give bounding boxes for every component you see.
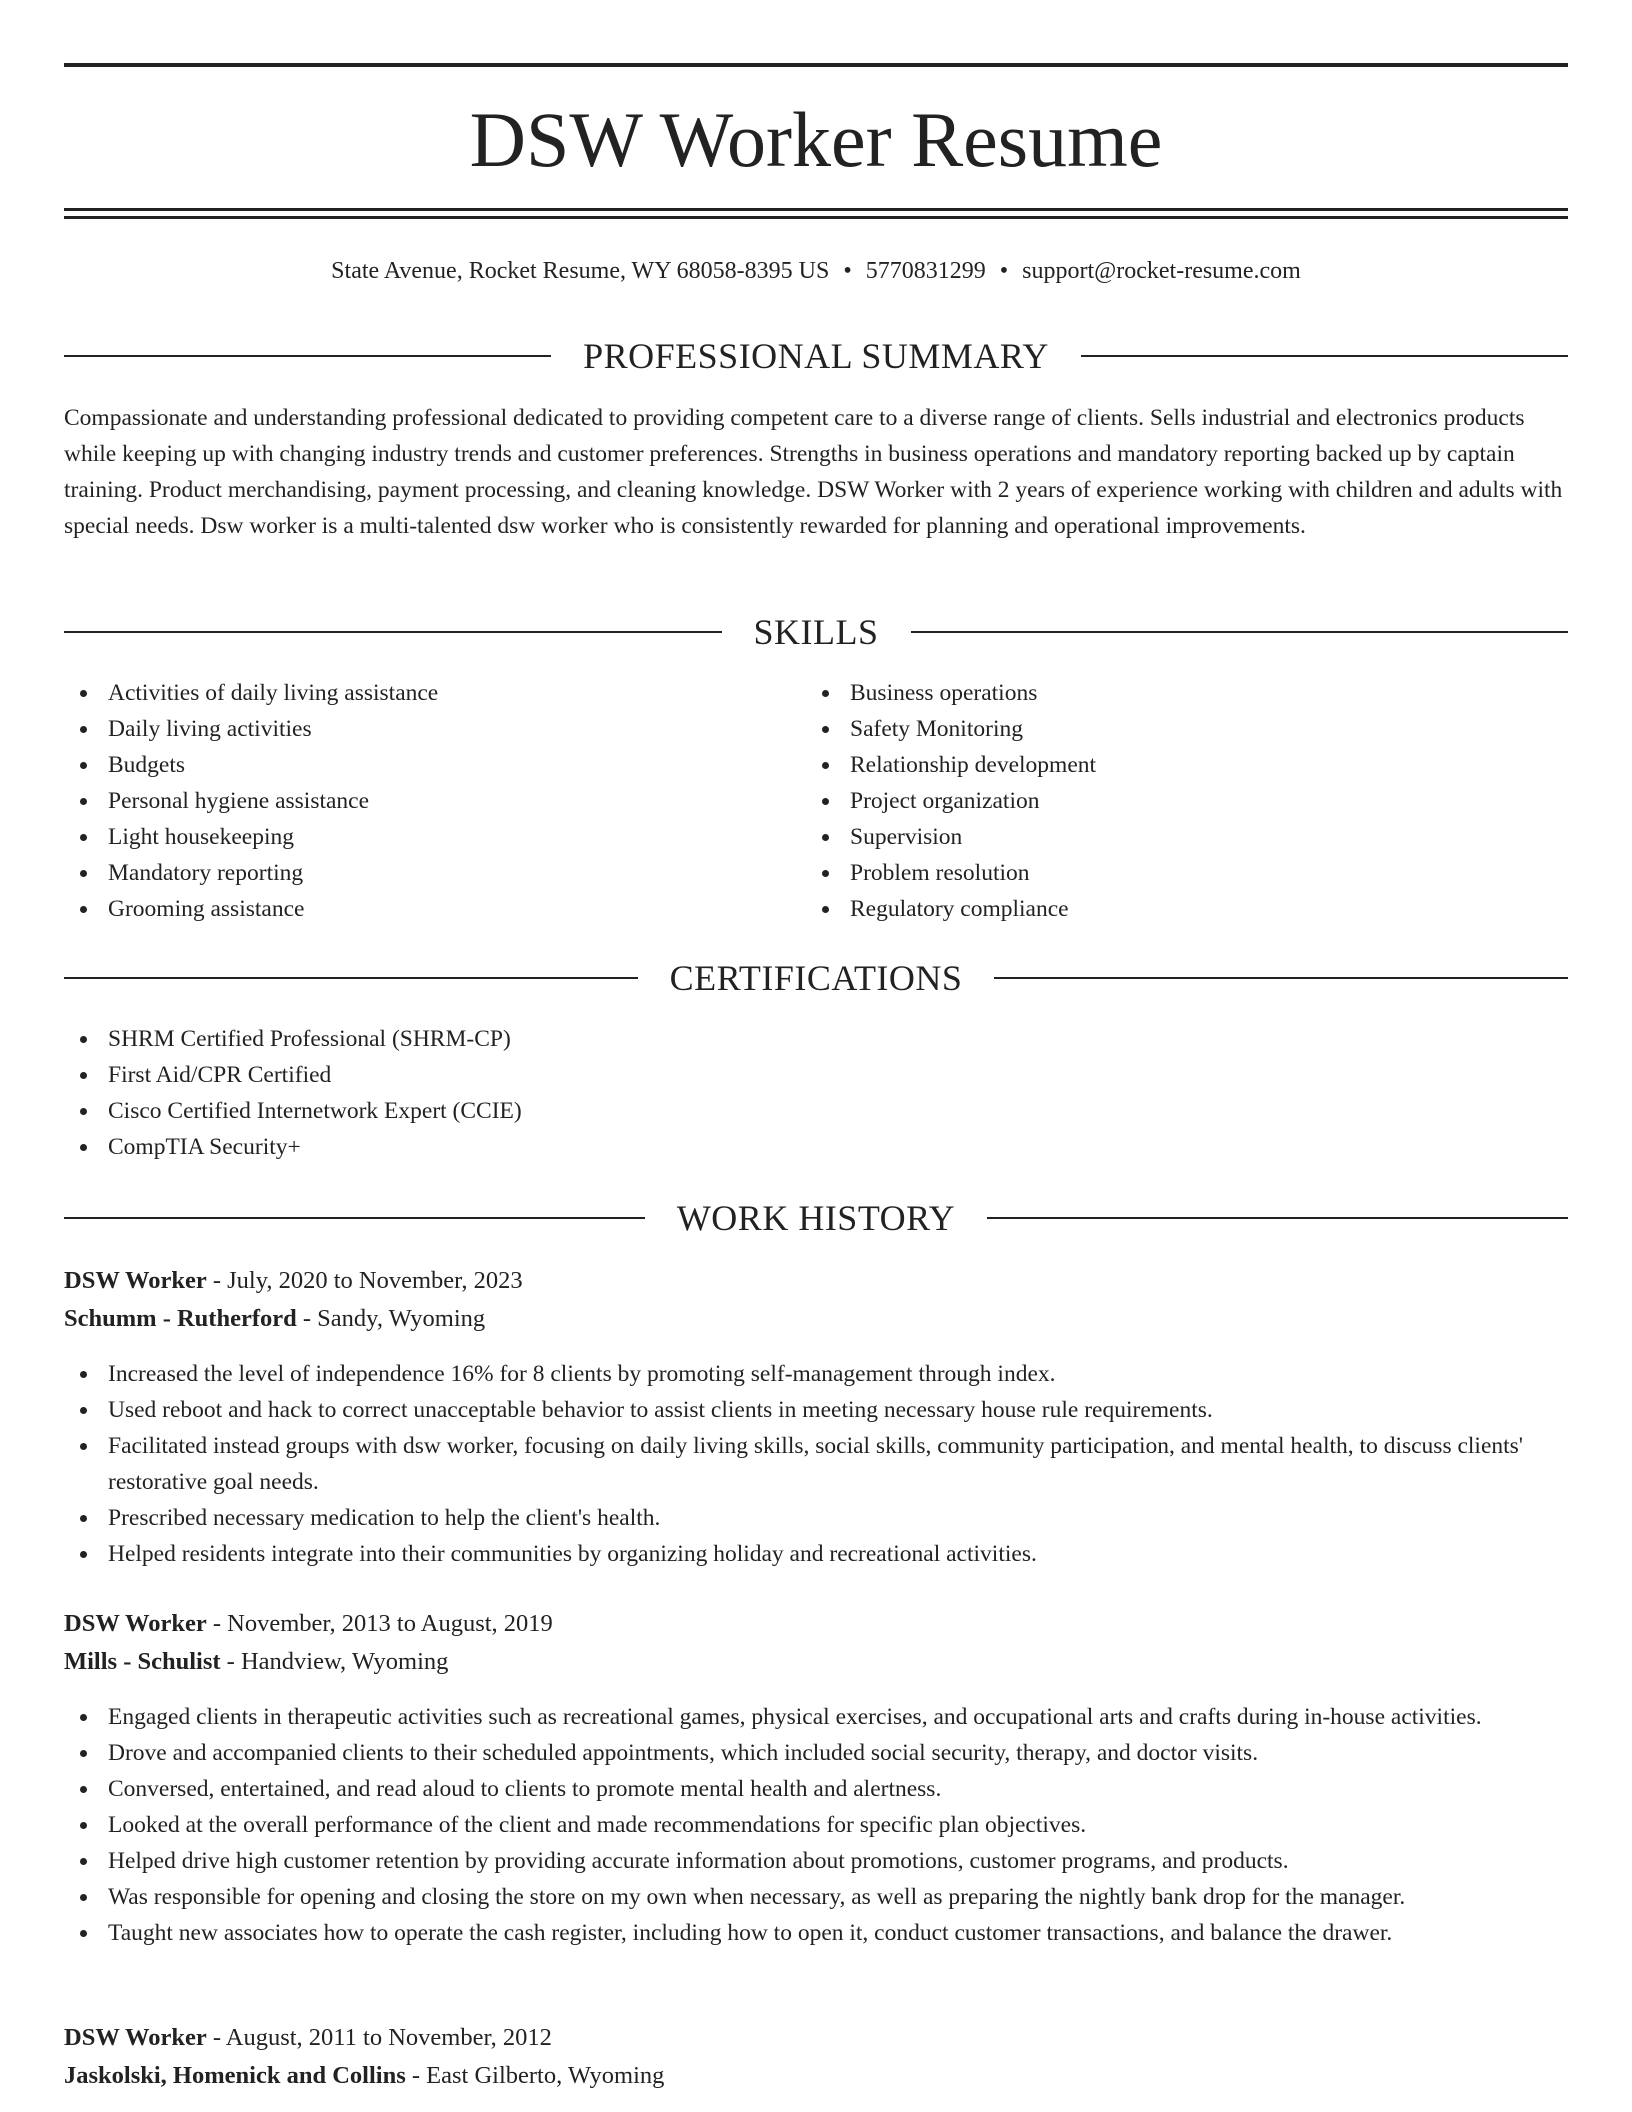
section-divider bbox=[987, 1217, 1568, 1219]
resume-title: DSW Worker Resume bbox=[469, 96, 1163, 183]
certification-item: First Aid/CPR Certified bbox=[64, 1057, 1064, 1093]
job-duty-item: Looked at the overall performance of the client and made recommendations for specific plan objectives. bbox=[64, 1807, 1568, 1843]
section-divider bbox=[1081, 355, 1568, 357]
skill-item: Business operations bbox=[806, 675, 1506, 711]
certification-item: Cisco Certified Internetwork Expert (CCIE) bbox=[64, 1093, 1064, 1129]
job-title: DSW Worker bbox=[64, 1610, 207, 1637]
job-title-line bbox=[64, 1605, 1568, 1643]
job-duty-item: Taught new associates how to operate the cash register, including how to open it, conduct customer transactions, and balance the drawer. bbox=[64, 1915, 1568, 1951]
skills-list-right bbox=[806, 675, 1506, 927]
job-duty-item: Helped residents integrate into their communities by organizing holiday and recreational activities. bbox=[64, 1536, 1568, 1572]
job-location: - Sandy, Wyoming bbox=[296, 1305, 486, 1332]
contact-address: State Avenue, Rocket Resume, WY 68058-8395 US bbox=[331, 258, 830, 284]
skills-heading: SKILLS bbox=[753, 612, 879, 652]
job-company-line bbox=[64, 1300, 1568, 1338]
skills-section-header bbox=[64, 610, 1568, 654]
job-duty-item: Was responsible for opening and closing the store on my own when necessary, as well as preparing the nightly bank drop for the manager. bbox=[64, 1879, 1568, 1915]
skill-item: Personal hygiene assistance bbox=[64, 783, 764, 819]
skill-item: Mandatory reporting bbox=[64, 855, 764, 891]
certification-item: CompTIA Security+ bbox=[64, 1129, 1064, 1165]
contact-phone[interactable]: 5770831299 bbox=[865, 258, 986, 284]
section-divider bbox=[64, 631, 722, 633]
summary-heading: PROFESSIONAL SUMMARY bbox=[583, 336, 1049, 376]
certification-item: SHRM Certified Professional (SHRM-CP) bbox=[64, 1021, 1064, 1057]
work-section-header bbox=[64, 1196, 1568, 1240]
title-rule-upper bbox=[64, 208, 1568, 211]
summary-text: Compassionate and understanding professional dedicated to providing competent care to a diverse range of clients. Sells industrial and electronics products while keeping up with changing industry trends and customer preferences. Strengths in business operations and mandatory reporting backed up by captain training. Product merchandising, payment processing, and cleaning knowledge. DSW Worker with 2 years of experience working with children and adults with special needs. Dsw worker is a multi-talented dsw worker who is consistently rewarded for planning and operational improvements. bbox=[64, 405, 1563, 539]
job-title: DSW Worker bbox=[64, 2024, 207, 2051]
job-company: Jaskolski, Homenick and Collins bbox=[64, 2062, 406, 2089]
job-duty-item: Prescribed necessary medication to help the client's health. bbox=[64, 1500, 1568, 1536]
job-duty-item: Drove and accompanied clients to their scheduled appointments, which included social security, therapy, and doctor visits. bbox=[64, 1735, 1568, 1771]
job-duty-item: Conversed, entertained, and read aloud to clients to promote mental health and alertness. bbox=[64, 1771, 1568, 1807]
skill-item: Grooming assistance bbox=[64, 891, 764, 927]
job-location: - Handview, Wyoming bbox=[220, 1648, 449, 1675]
job-location: - East Gilberto, Wyoming bbox=[405, 2062, 665, 2089]
job-duty-item: Engaged clients in therapeutic activities such as recreational games, physical exercises, and occupational arts and crafts during in-house activities. bbox=[64, 1699, 1568, 1735]
title-rule-lower bbox=[64, 216, 1568, 219]
job-company: Mills - Schulist bbox=[64, 1648, 221, 1675]
skill-item: Light housekeeping bbox=[64, 819, 764, 855]
job-dates: - August, 2011 to November, 2012 bbox=[206, 2024, 552, 2051]
job-duties-list bbox=[64, 1356, 1568, 1572]
skill-item: Supervision bbox=[806, 819, 1506, 855]
job-company: Schumm - Rutherford bbox=[64, 1305, 297, 1332]
top-rule bbox=[64, 63, 1568, 67]
skill-item: Problem resolution bbox=[806, 855, 1506, 891]
job-title-line bbox=[64, 1262, 1568, 1300]
certifications-list bbox=[64, 1021, 1064, 1165]
contact-separator: • bbox=[999, 258, 1009, 284]
skill-item: Activities of daily living assistance bbox=[64, 675, 764, 711]
section-divider bbox=[64, 977, 638, 979]
contact-email[interactable]: support@rocket-resume.com bbox=[1022, 258, 1301, 284]
job-duties-list bbox=[64, 1699, 1568, 1951]
skill-item: Budgets bbox=[64, 747, 764, 783]
contact-line bbox=[64, 256, 1568, 286]
job-company-line bbox=[64, 2057, 1568, 2095]
section-divider bbox=[994, 977, 1568, 979]
skill-item: Daily living activities bbox=[64, 711, 764, 747]
section-divider bbox=[64, 355, 551, 357]
section-divider bbox=[911, 631, 1569, 633]
job-duty-item: Facilitated instead groups with dsw worker, focusing on daily living skills, social skills, community participation, and mental health, to discuss clients' restorative goal needs. bbox=[64, 1428, 1568, 1500]
contact-separator: • bbox=[843, 258, 852, 284]
job-title-line bbox=[64, 2019, 1568, 2057]
certifications-section-header bbox=[64, 956, 1568, 1000]
job-duty-item: Helped drive high customer retention by providing accurate information about promotions, customer programs, and products. bbox=[64, 1843, 1568, 1879]
job-title: DSW Worker bbox=[64, 1267, 207, 1294]
work-heading: WORK HISTORY bbox=[676, 1198, 956, 1238]
job-duty-item: Increased the level of independence 16% for 8 clients by promoting self-management through index. bbox=[64, 1356, 1568, 1392]
skill-item: Project organization bbox=[806, 783, 1506, 819]
certifications-heading: CERTIFICATIONS bbox=[669, 958, 963, 998]
job-duty-item: Used reboot and hack to correct unacceptable behavior to assist clients in meeting necessary house rule requirements. bbox=[64, 1392, 1568, 1428]
job-dates: - July, 2020 to November, 2023 bbox=[206, 1267, 523, 1294]
skill-item: Safety Monitoring bbox=[806, 711, 1506, 747]
job-dates: - November, 2013 to August, 2019 bbox=[206, 1610, 553, 1637]
section-divider bbox=[64, 1217, 645, 1219]
skill-item: Regulatory compliance bbox=[806, 891, 1506, 927]
job-company-line bbox=[64, 1643, 1568, 1681]
skills-list-left bbox=[64, 675, 764, 927]
skill-item: Relationship development bbox=[806, 747, 1506, 783]
summary-section-header bbox=[64, 334, 1568, 378]
